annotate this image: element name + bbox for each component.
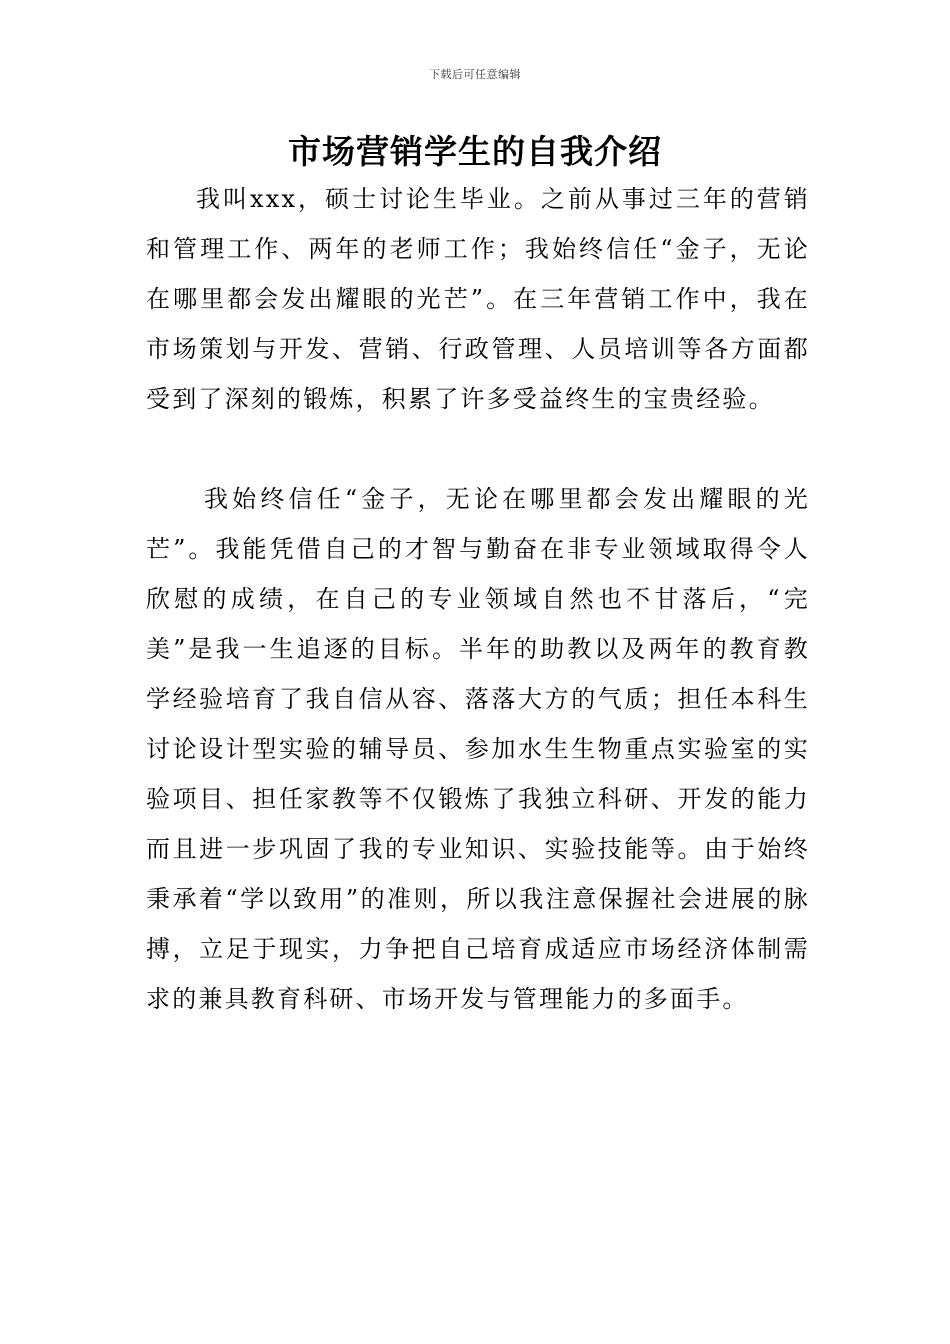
body-paragraph-1: 我叫xxx，硕士讨论生毕业。之前从事过三年的营销和管理工作、两年的老师工作；我始终信任“金子，无论在哪里都会发出耀眼的光芒”。在三年营销工作中，我在市场策划与开发、营销、行政管理、人员培训等各方面都受到了深刻的锻炼，积累了许多受益终生的宝贵经验。	[146, 185, 810, 413]
body-paragraph-2: 我始终信任“金子，无论在哪里都会发出耀眼的光芒”。我能凭借自己的才智与勤奋在非专业领域取得令人欣慰的成绩，在自己的专业领域自然也不甘落后，“完美”是我一生追逐的目标。半年的助教以及两年的教育教学经验培育了我自信从容、落落大方的气质；担任本科生讨论设计型实验的辅导员、参加水生生物重点实验室的实验项目、担任家教等不仅锻炼了我独立科研、开发的能力而且进一步巩固了我的专业知识、实验技能等。由于始终秉承着“学以致用”的准则，所以我注意保握社会进展的脉搏，立足于现实，力争把自己培育成适应市场经济体制需求的兼具教育科研、市场开发与管理能力的多面手。	[146, 485, 810, 1013]
document-title: 市场营销学生的自我介绍	[288, 132, 662, 171]
header-note: 下载后可任意编辑	[429, 68, 521, 81]
